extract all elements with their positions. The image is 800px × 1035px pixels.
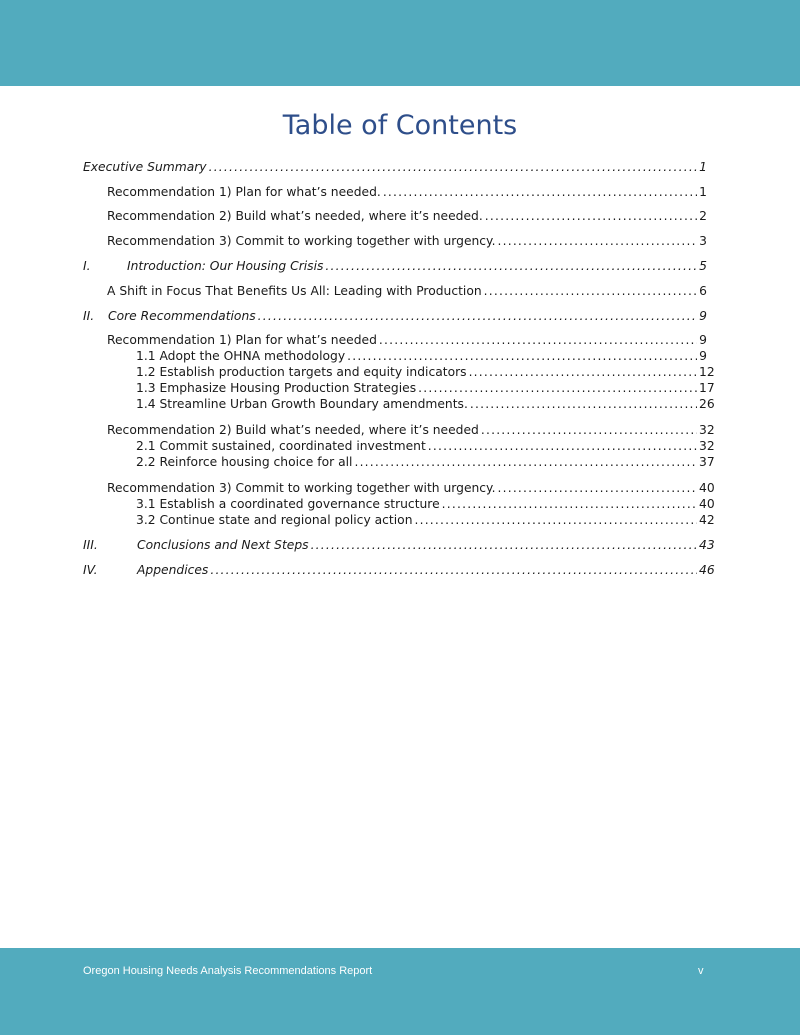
toc-leader-dots	[418, 381, 697, 396]
toc-entry-page: 2	[699, 209, 707, 223]
toc-entry-1-4[interactable]	[136, 397, 715, 412]
toc-leader-dots	[498, 481, 698, 496]
toc-entry-conclusions[interactable]	[83, 538, 715, 553]
toc-entry-label: Executive Summary	[83, 160, 207, 174]
toc-entry-executive-summary[interactable]	[83, 160, 707, 175]
toc-entry-label: Recommendation 3) Commit to working together with urgency.	[107, 481, 496, 495]
toc-entry-label: 2.1 Commit sustained, coordinated investment	[136, 439, 426, 453]
toc-entry-page: 17	[699, 381, 715, 395]
toc-leader-dots	[325, 259, 697, 274]
toc-entry-core-rec3[interactable]	[107, 481, 715, 496]
toc-entry-exec-rec1[interactable]	[107, 185, 707, 200]
toc-leader-dots	[383, 185, 697, 200]
footer-report-title: Oregon Housing Needs Analysis Recommendations Report	[83, 965, 373, 977]
toc-entry-page: 9	[699, 349, 707, 363]
toc-entry-label: Core Recommendations	[108, 309, 256, 323]
toc-section-number: IV.	[83, 563, 98, 577]
toc-leader-dots	[498, 234, 698, 249]
toc-entry-page: 1	[699, 160, 707, 174]
toc-leader-dots	[481, 423, 697, 438]
toc-entry-label: 1.2 Establish production targets and equity indicators	[136, 365, 467, 379]
toc-section-number: III.	[83, 538, 98, 552]
toc-entry-introduction[interactable]	[83, 259, 707, 274]
toc-entry-page: 3	[699, 234, 707, 248]
toc-entry-1-2[interactable]	[136, 365, 715, 380]
toc-entry-exec-rec2[interactable]	[107, 209, 707, 224]
toc-leader-dots	[470, 397, 697, 412]
toc-entry-1-3[interactable]	[136, 381, 715, 396]
toc-leader-dots	[442, 497, 697, 512]
toc-leader-dots	[485, 209, 697, 224]
toc-entry-page: 32	[699, 423, 715, 437]
toc-entry-page: 12	[699, 365, 715, 379]
toc-section-number: I.	[83, 259, 91, 273]
toc-leader-dots	[209, 160, 697, 175]
toc-entry-page: 9	[699, 333, 707, 347]
toc-entry-page: 6	[699, 284, 707, 298]
toc-entry-label: Recommendation 1) Plan for what’s needed	[107, 333, 377, 347]
toc-leader-dots	[484, 284, 697, 299]
toc-entry-3-1[interactable]	[136, 497, 715, 512]
toc-entry-label: Recommendation 3) Commit to working together with urgency.	[107, 234, 496, 248]
toc-entry-2-1[interactable]	[136, 439, 715, 454]
toc-entry-label: Appendices	[137, 563, 209, 577]
toc-entry-page: 1	[699, 185, 707, 199]
toc-entry-label: 1.4 Streamline Urban Growth Boundary amendments.	[136, 397, 468, 411]
toc-entry-page: 40	[699, 481, 715, 495]
toc-leader-dots	[379, 333, 697, 348]
toc-leader-dots	[469, 365, 697, 380]
toc-entry-page: 26	[699, 397, 715, 411]
toc-entry-core-recommendations[interactable]	[83, 309, 707, 324]
toc-entry-page: 40	[699, 497, 715, 511]
toc-entry-1-1[interactable]	[136, 349, 707, 364]
footer-band	[0, 948, 800, 1035]
toc-entry-shift-in-focus[interactable]	[107, 284, 707, 299]
toc-entry-label: 1.3 Emphasize Housing Production Strategies	[136, 381, 417, 395]
toc-entry-label: 3.2 Continue state and regional policy action	[136, 513, 413, 527]
toc-leader-dots	[354, 455, 697, 470]
toc-entry-core-rec2[interactable]	[107, 423, 715, 438]
toc-section-number: II.	[83, 309, 95, 323]
toc-entry-label: Conclusions and Next Steps	[137, 538, 309, 552]
toc-entry-label: 2.2 Reinforce housing choice for all	[136, 455, 353, 469]
toc-entry-core-rec1[interactable]	[107, 333, 707, 348]
toc-entry-label: Recommendation 2) Build what’s needed, where it’s needed.	[107, 209, 483, 223]
toc-entry-appendices[interactable]	[83, 563, 715, 578]
toc-entry-2-2[interactable]	[136, 455, 715, 470]
toc-entry-3-2[interactable]	[136, 513, 715, 528]
toc-leader-dots	[347, 349, 697, 364]
toc-leader-dots	[428, 439, 697, 454]
toc-entry-page: 32	[699, 439, 715, 453]
toc-entry-page: 43	[699, 538, 715, 552]
toc-entry-label: 1.1 Adopt the OHNA methodology	[136, 349, 346, 363]
toc-entry-label: 3.1 Establish a coordinated governance structure	[136, 497, 440, 511]
toc-leader-dots	[210, 563, 697, 578]
toc-leader-dots	[258, 309, 697, 324]
toc-entry-page: 46	[699, 563, 715, 577]
toc-entry-exec-rec3[interactable]	[107, 234, 707, 249]
page-title: Table of Contents	[282, 110, 518, 141]
toc-entry-label: Recommendation 1) Plan for what’s needed.	[107, 185, 381, 199]
header-band	[0, 0, 800, 86]
toc-entry-page: 42	[699, 513, 715, 527]
toc-leader-dots	[311, 538, 697, 553]
toc-entry-page: 9	[699, 309, 707, 323]
toc-entry-label: Introduction: Our Housing Crisis	[127, 259, 324, 273]
toc-entry-label: A Shift in Focus That Benefits Us All: Leading with Production	[107, 284, 482, 298]
toc-leader-dots	[414, 513, 697, 528]
toc-entry-label: Recommendation 2) Build what’s needed, where it’s needed	[107, 423, 479, 437]
toc-entry-page: 37	[699, 455, 715, 469]
toc-entry-page: 5	[699, 259, 707, 273]
footer-page-number: v	[698, 965, 704, 977]
